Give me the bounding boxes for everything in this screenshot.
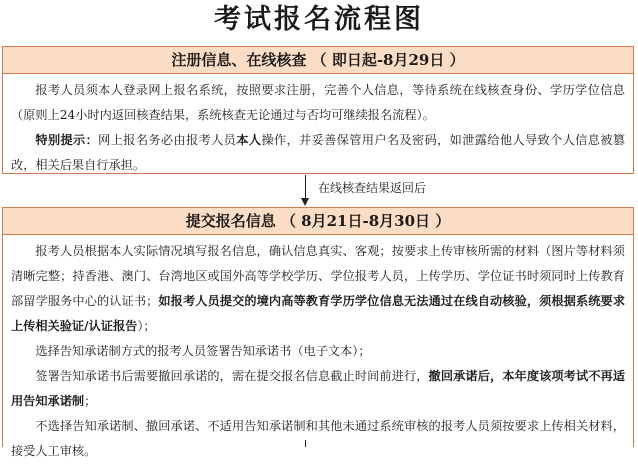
withdraw-end: ； (84, 394, 97, 408)
submit-materials-end: ）； (137, 319, 156, 333)
step-submit-box (2, 207, 634, 458)
manual-review-paragraph: 不选择告知承诺制、撤回承诺、不适用告知承诺制和其他未通过系统审核的报考人员须按要求上传相关材料，接受人工审核。 (11, 419, 625, 458)
special-notice-emphasis: 本人 (236, 133, 262, 147)
step-submit-body (3, 235, 633, 466)
submit-materials-text: 报考人员根据本人实际情况填写报名信息，确认信息真实、客观；按要求上传审核所需的材料（图片等材料须清晰完整；持香港、澳门、台湾地区或国外高等学校学历、学位报考人员，上传学历、学位证书时须同时上传教育部留学服务中心的认证书； (11, 244, 625, 308)
withdraw-text: 签署告知承诺书后需要撤回承诺的，需在提交报名信息截止时间前进行， (35, 369, 429, 383)
submit-materials-paragraph (11, 239, 625, 339)
commitment-paragraph: 选择告知承诺制方式的报考人员签署告知承诺书（电子文本）； (35, 344, 371, 358)
flow-arrow-line (305, 175, 306, 200)
special-notice-text: 网上报名务必由报考人员 (98, 133, 237, 147)
step-register-paragraph: 报考人员须本人登录网上报名系统，按照要求注册，完善个人信息，等待系统在线核查身份、学历学位信息（原则上24小时内返回核查结果，系统核查无论通过与否均可继续报名流程）。 (11, 83, 625, 122)
flow-arrow-label: 在线核查结果返回后 (318, 181, 427, 195)
step-register-header: 注册信息、在线核查 （ 即日起-8月29日 ） (3, 47, 633, 74)
withdraw-paragraph (11, 364, 625, 414)
withdraw-emphasis: 撤回承诺后，本年度该项考试不再适用告知承诺制 (11, 369, 626, 408)
special-notice-label: 特别提示： (35, 133, 99, 147)
step-register-box (2, 46, 634, 174)
page-title: 考试报名流程图 (214, 4, 424, 35)
special-notice-paragraph (11, 128, 625, 178)
step-register-body (3, 74, 633, 180)
submit-materials-emphasis: 如报考人员提交的境内高等教育学历学位信息无法通过在线自动核验，须根据系统要求上传相关验证/认证报告 (11, 294, 626, 333)
step-submit-header: 提交报名信息 （ 8月21日-8月30日 ） (3, 208, 633, 235)
special-notice-text-end: 操作，并妥善保管用户名及密码，如泄露给他人导致个人信息被篡改，相关后果自行承担。 (11, 133, 626, 172)
flow-arrow-head-icon (301, 198, 309, 206)
flow-connector-line (305, 440, 306, 447)
